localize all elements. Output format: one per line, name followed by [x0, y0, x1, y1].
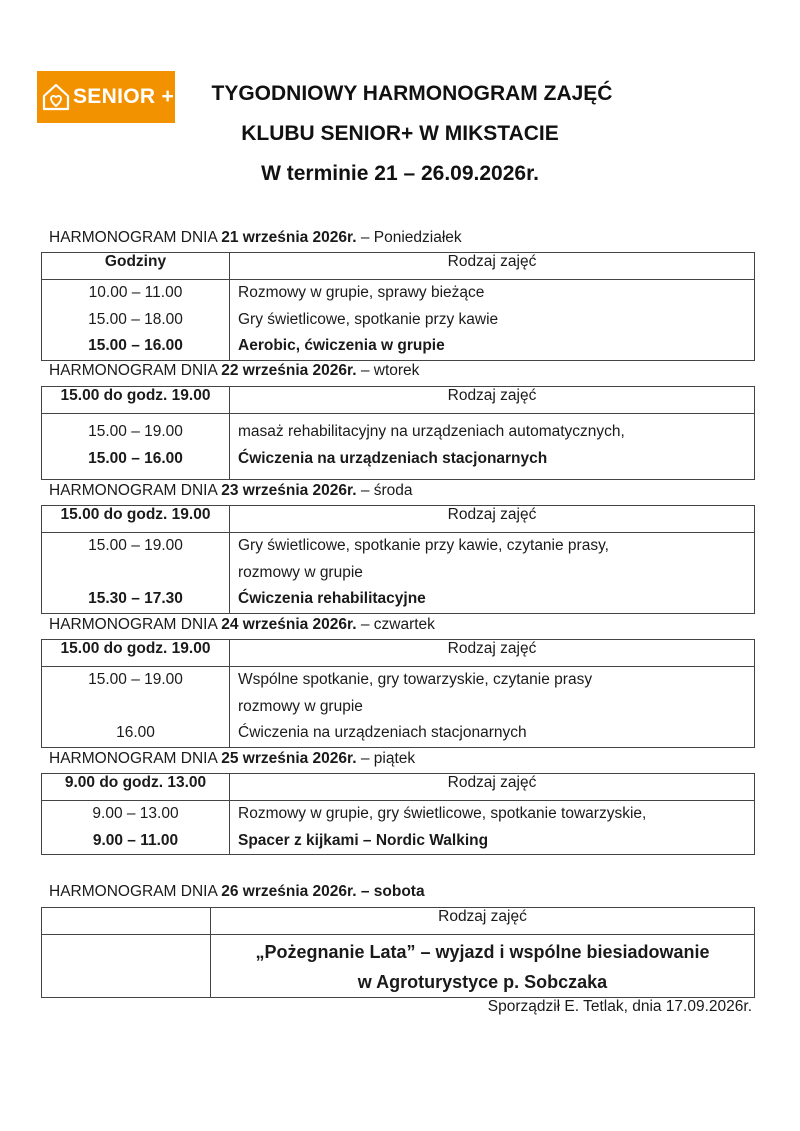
day-heading: HARMONOGRAM DNIA 23 września 2026r. – środa	[49, 482, 413, 499]
activity: rozmowy w grupie	[238, 697, 363, 715]
times-cell	[42, 414, 230, 480]
document-title: TYGODNIOWY HARMONOGRAM ZAJĘĆ	[211, 82, 613, 105]
time-slot: 15.00 – 18.00	[88, 310, 183, 328]
times-cell	[42, 533, 230, 614]
activities-cell	[230, 667, 755, 748]
column-header-hours: 9.00 do godz. 13.00	[42, 774, 230, 801]
activities-cell	[230, 533, 755, 614]
column-header-activity: Rodzaj zajęć	[230, 253, 755, 280]
column-header-activity: Rodzaj zajęć	[211, 908, 755, 935]
time-slot: 15.00 – 16.00	[88, 337, 183, 354]
times-cell	[42, 280, 230, 361]
time-slot: 15.00 – 19.00	[88, 537, 183, 554]
schedule-table	[41, 505, 755, 614]
time-slot: 10.00 – 11.00	[88, 284, 183, 301]
activities-cell	[230, 414, 755, 480]
activities-cell	[211, 935, 755, 998]
column-header-activity: Rodzaj zajęć	[230, 774, 755, 801]
column-header-activity: Rodzaj zajęć	[230, 506, 755, 533]
times-cell	[42, 801, 230, 855]
times-cell	[42, 667, 230, 748]
schedule-table	[41, 639, 755, 748]
time-slot: 9.00 – 11.00	[92, 831, 179, 849]
event-title: „Pożegnanie Lata” – wyjazd i wspólne biesiadowanie	[255, 942, 710, 962]
activity: Ćwiczenia na urządzeniach stacjonarnych	[238, 724, 527, 741]
time-slot	[42, 694, 229, 721]
time-slot: 9.00 – 13.00	[92, 805, 179, 822]
column-header-activity: Rodzaj zajęć	[230, 387, 755, 414]
activity: Gry świetlicowe, spotkanie przy kawie	[238, 310, 499, 328]
schedule-table	[41, 386, 755, 480]
event-location: w Agroturystyce p. Sobczaka	[357, 972, 608, 992]
day-heading: HARMONOGRAM DNIA 22 września 2026r. – wtorek	[49, 362, 420, 379]
signature-line: Sporządził E. Tetlak, dnia 17.09.2026r.	[487, 998, 752, 1015]
time-slot: 15.00 – 16.00	[88, 449, 183, 467]
activity: rozmowy w grupie	[238, 563, 363, 581]
day-heading: HARMONOGRAM DNIA 21 września 2026r. – Poniedziałek	[49, 229, 462, 246]
column-header-hours: 15.00 do godz. 19.00	[42, 640, 230, 667]
time-slot	[42, 560, 229, 587]
document-date-range: W terminie 21 – 26.09.2026r.	[261, 162, 539, 185]
day-heading: HARMONOGRAM DNIA 26 września 2026r. – sobota	[49, 883, 425, 900]
activity: Rozmowy w grupie, sprawy bieżące	[238, 284, 485, 301]
activity: Aerobic, ćwiczenia w grupie	[238, 337, 445, 354]
time-slot: 15.00 – 19.00	[88, 423, 183, 440]
activities-cell	[230, 280, 755, 361]
schedule-table	[41, 907, 755, 998]
time-slot: 16.00	[116, 724, 155, 741]
activity: Gry świetlicowe, spotkanie przy kawie, czytanie prasy,	[238, 537, 609, 554]
column-header-hours	[42, 908, 211, 935]
day-heading: HARMONOGRAM DNIA 25 września 2026r. – piątek	[49, 750, 416, 767]
schedule-table	[41, 773, 755, 855]
column-header-hours: Godziny	[42, 253, 230, 280]
logo-text: SENIOR +	[73, 85, 175, 108]
activity: masaż rehabilitacyjny na urządzeniach automatycznych,	[238, 423, 625, 440]
activity: Ćwiczenia rehabilitacyjne	[238, 590, 426, 607]
activities-cell	[230, 801, 755, 855]
activity: Ćwiczenia na urządzeniach stacjonarnych	[238, 449, 548, 467]
activity: Wspólne spotkanie, gry towarzyskie, czytanie prasy	[238, 671, 593, 688]
document-subtitle: KLUBU SENIOR+ W MIKSTACIE	[241, 122, 559, 145]
activity: Rozmowy w grupie, gry świetlicowe, spotkanie towarzyskie,	[238, 805, 647, 822]
activity: Spacer z kijkami – Nordic Walking	[238, 831, 489, 849]
time-slot: 15.00 – 19.00	[88, 671, 183, 688]
time-slot: 15.30 – 17.30	[88, 590, 183, 607]
column-header-activity: Rodzaj zajęć	[230, 640, 755, 667]
schedule-table	[41, 252, 755, 361]
column-header-hours: 15.00 do godz. 19.00	[42, 387, 230, 414]
times-cell	[42, 935, 211, 998]
day-heading: HARMONOGRAM DNIA 24 września 2026r. – czwartek	[49, 616, 435, 633]
column-header-hours: 15.00 do godz. 19.00	[42, 506, 230, 533]
